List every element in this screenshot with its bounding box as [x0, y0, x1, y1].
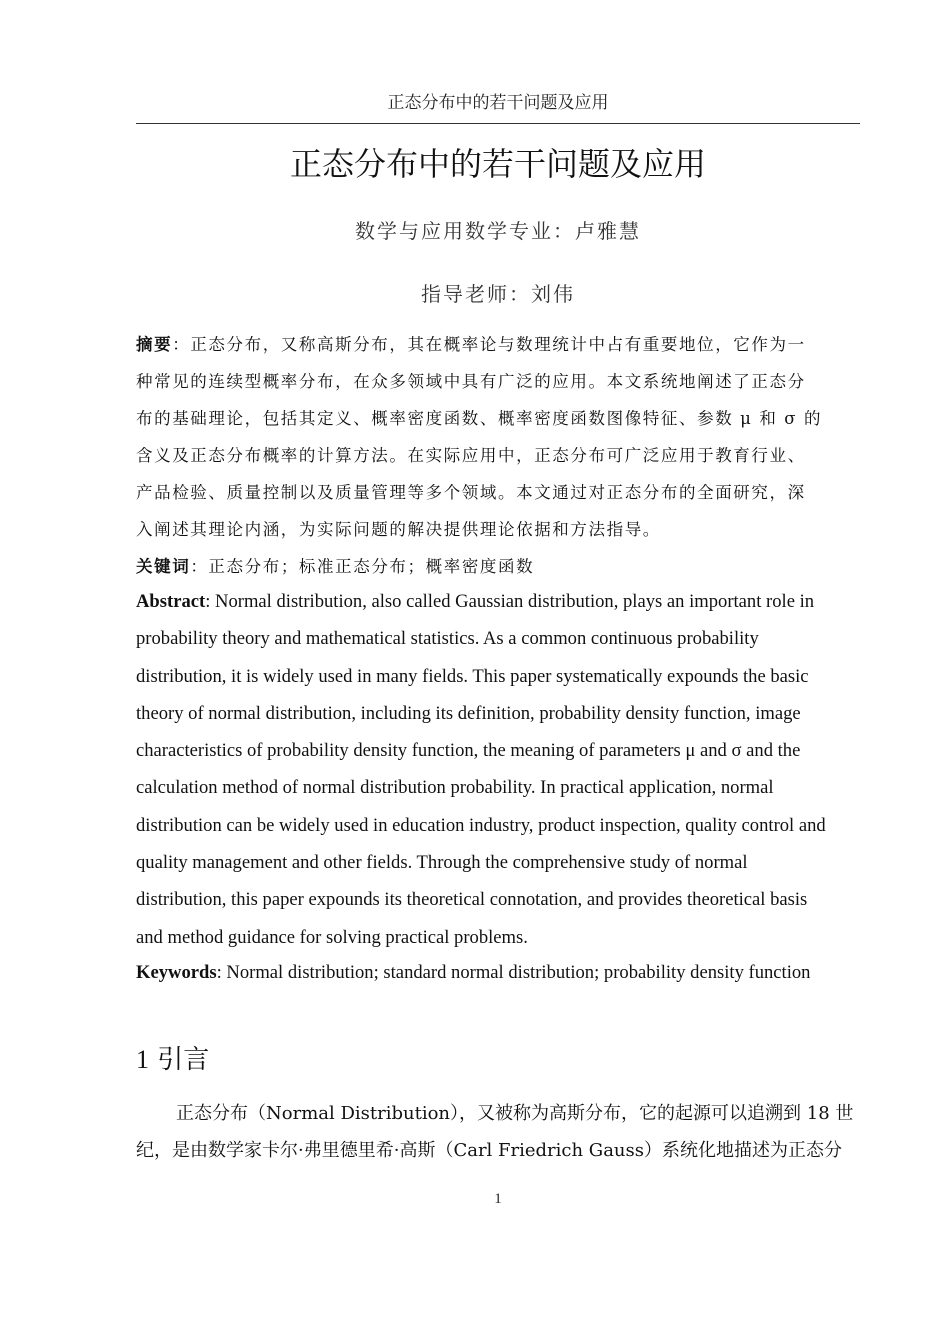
chinese-abstract-line: 布的基础理论，包括其定义、概率密度函数、概率密度函数图像特征、参数 μ 和 σ 的	[136, 409, 823, 428]
chinese-abstract-label: 摘要	[136, 335, 173, 354]
english-abstract	[136, 583, 850, 956]
advisor-line: 指导老师：刘伟	[421, 282, 575, 306]
body-paragraph	[136, 1095, 856, 1169]
chinese-keywords	[136, 550, 850, 584]
english-abstract-line: distribution, it is widely used in many fields. This paper systematically expounds the basic	[136, 665, 809, 687]
english-abstract-separator: :	[205, 591, 216, 612]
chinese-abstract-line: 含义及正态分布概率的计算方法。在实际应用中，正态分布可广泛应用于教育行业、	[136, 446, 806, 465]
section-heading	[136, 1040, 209, 1080]
author-line: 数学与应用数学专业：卢雅慧	[355, 219, 641, 243]
english-abstract-label: Abstract	[136, 591, 206, 612]
chinese-abstract-line: 入阐述其理论内涵，为实际问题的解决提供理论依据和方法指导。	[136, 520, 661, 539]
english-abstract-line: calculation method of normal distribution probability. In practical application, normal	[136, 777, 774, 799]
header-divider	[136, 123, 860, 124]
chinese-abstract-separator: ：	[172, 335, 191, 354]
english-keywords-text: Normal distribution; standard normal distribution; probability density function	[226, 962, 811, 983]
english-abstract-line: quality management and other fields. Through the comprehensive study of normal	[136, 852, 748, 874]
document-title: 正态分布中的若干问题及应用	[289, 145, 706, 183]
english-keywords-separator: :	[216, 962, 227, 983]
english-abstract-line: distribution can be widely used in education industry, product inspection, quality control and	[136, 814, 826, 836]
english-abstract-line: probability theory and mathematical statistics. As a common continuous probability	[136, 628, 759, 650]
chinese-abstract-line: 摘要：正态分布，又称高斯分布，其在概率论与数理统计中占有重要地位，它作为一	[136, 335, 806, 354]
paragraph-line: 正态分布（Normal Distribution），又被称为高斯分布，它的起源可以追溯到 18 世	[176, 1103, 854, 1124]
english-abstract-line: characteristics of probability density function, the meaning of parameters μ and σ and the	[136, 740, 801, 762]
english-abstract-line: theory of normal distribution, including its definition, probability density function, image	[136, 702, 801, 724]
section-number: 1	[136, 1045, 149, 1074]
english-abstract-line: Abstract: Normal distribution, also called Gaussian distribution, plays an important role in	[136, 591, 815, 612]
chinese-keywords-text: 正态分布；标准正态分布；概率密度函数	[208, 557, 535, 576]
page-number: 1	[494, 1191, 502, 1207]
chinese-keywords-label: 关键词	[136, 557, 191, 576]
running-header: 正态分布中的若干问题及应用	[387, 93, 609, 113]
english-keywords	[136, 956, 850, 990]
english-abstract-line: and method guidance for solving practical problems.	[136, 926, 528, 948]
english-abstract-line: distribution, this paper expounds its theoretical connotation, and provides theoretical basis	[136, 889, 808, 911]
paragraph-line: 纪，是由数学家卡尔·弗里德里希·高斯（Carl Friedrich Gauss）系统化地描述为正态分	[136, 1140, 842, 1161]
chinese-abstract-line: 种常见的连续型概率分布，在众多领域中具有广泛的应用。本文系统地阐述了正态分	[136, 372, 806, 391]
section-title: 引言	[157, 1045, 210, 1075]
chinese-abstract-line: 产品检验、质量控制以及质量管理等多个领域。本文通过对正态分布的全面研究，深	[136, 483, 806, 502]
chinese-abstract	[136, 326, 850, 548]
chinese-keywords-separator: ：	[190, 557, 209, 576]
english-keywords-label: Keywords	[136, 962, 217, 983]
